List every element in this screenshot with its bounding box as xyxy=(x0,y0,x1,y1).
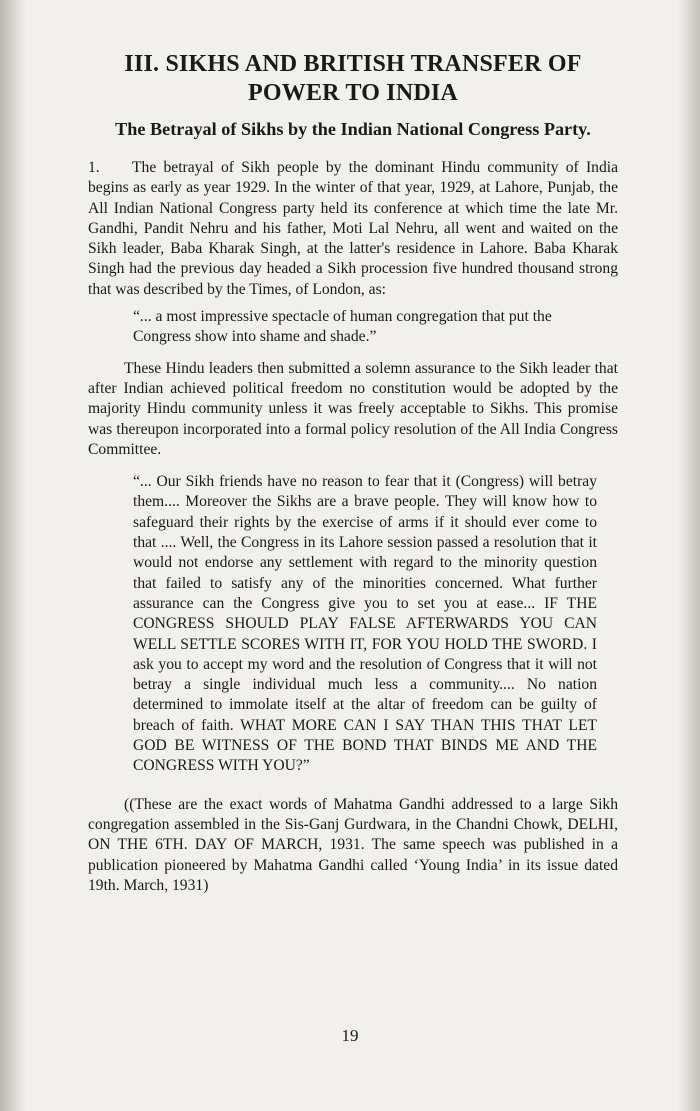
page-edge-shadow xyxy=(678,0,700,1111)
paragraph-number: 1. xyxy=(88,159,100,176)
paragraph-3: ((These are the exact words of Mahatma Gandhi addressed to a large Sikh congregation assembled in the Sis-Ganj Gurdwara, in the Chandni Chowk, DELHI, ON THE 6TH. DAY OF MARCH, 1931. The same speech was published in a publication pioneered by Mahatma Gandhi called ‘Young India’ in its issue dated 19th. March, 1931) xyxy=(88,795,618,894)
page-gutter-shadow xyxy=(0,0,26,1111)
block-quote-2: “... Our Sikh friends have no reason to fear that it (Congress) will betray them.... Moreover the Sikhs are a brave people. They will know how to safeguard their rights by the exercise of arms if it should ever come to that .... Well, the Congress in its Lahore session passed a resolution that it would not endorse any settlement with regard to the minority question that failed to satisfy any of the minorities concerned. What further assurance can the Congress give you to set you at ease... IF THE CONGRESS SHOULD PLAY FALSE AFTERWARDS YOU CAN WELL SETTLE SCORES WITH IT, FOR YOU HOLD THE SWORD. I ask you to accept my word and the resolution of Congress that it will not betray a single individual much less a community.... No nation determined to immolate itself at the altar of freedom can be guilty of breach of faith. WHAT MORE CAN I SAY THAN THIS THAT LET GOD BE WITNESS OF THE BOND THAT BINDS ME AND THE CONGRESS WITH YOU?” xyxy=(133,473,597,775)
block-quote-1: “... a most impressive spectacle of human congregation that put the Congress show into shame and shade.” xyxy=(133,308,552,346)
chapter-title: III. SIKHS AND BRITISH TRANSFER OF POWER TO INDIA xyxy=(124,51,582,106)
paragraph-2: These Hindu leaders then submitted a solemn assurance to the Sikh leader that after Indian achieved political freedom no constitution would be adopted by the majority Hindu community unless it was freely acceptable to Sikhs. This promise was thereupon incorporated into a formal policy resolution of the All India Congress Committee. xyxy=(88,359,618,458)
section-title: The Betrayal of Sikhs by the Indian National Congress Party. xyxy=(115,119,591,139)
page-content xyxy=(88,50,618,896)
paragraph-1-text: The betrayal of Sikh people by the dominant Hindu community of India begins as early as year 1929. In the winter of that year, 1929, at Lahore, Punjab, the All Indian National Congress party held its conference at which time the late Mr. Gandhi, Pandit Nehru and his father, Moti Lal Nehru, all went and waited on the Sikh leader, Baba Kharak Singh, at the latter's residence in Lahore. Baba Kharak Singh had the previous day headed a Sikh procession five hundred thousand strong that was described by the Times, of London, as: xyxy=(88,159,618,298)
paragraph-1 xyxy=(88,158,618,300)
page-number: 19 xyxy=(341,1026,359,1045)
